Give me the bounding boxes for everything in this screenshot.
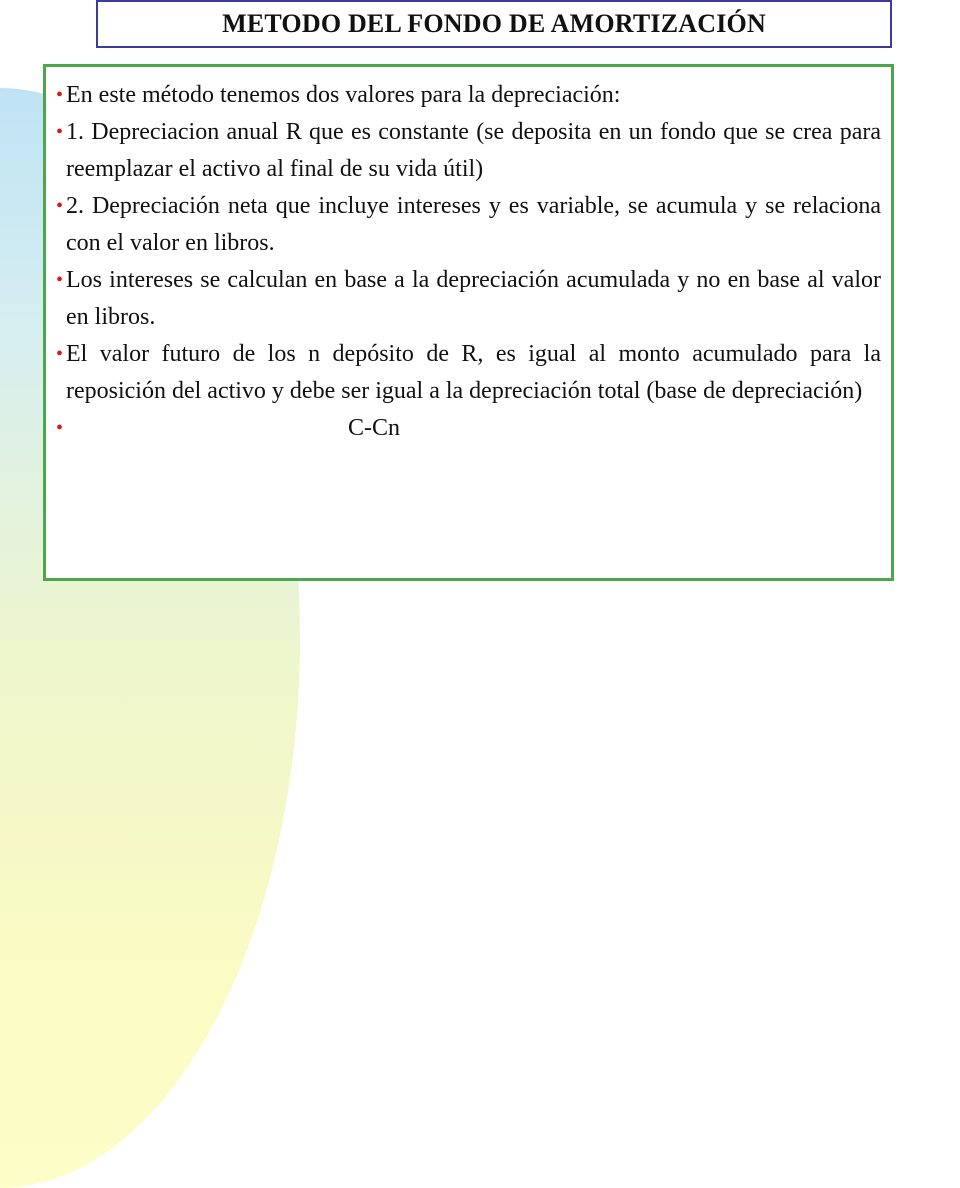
bullet-icon: • (56, 195, 64, 217)
bullet-list (56, 77, 881, 447)
bullet-icon: • (56, 84, 64, 106)
list-item (56, 262, 881, 336)
list-item-text: En este método tenemos dos valores para la depreciación: (66, 82, 621, 108)
title-box (96, 0, 892, 48)
list-item-text: Los intereses se calculan en base a la depreciación acumulada y no en base al valor en libros. (66, 267, 881, 330)
bullet-icon: • (56, 417, 64, 439)
content-box (43, 64, 894, 581)
list-item (56, 410, 881, 447)
list-item-text: El valor futuro de los n depósito de R, es igual al monto acumulado para la reposición del activo y debe ser igual a la depreciación total (base de depreciación) (66, 341, 881, 404)
list-item-text: 2. Depreciación neta que incluye intereses y es variable, se acumula y se relaciona con el valor en libros. (66, 193, 881, 256)
list-item (56, 336, 881, 410)
list-item (56, 188, 881, 262)
bullet-icon: • (56, 269, 64, 291)
list-item (56, 77, 881, 114)
bullet-icon: • (56, 121, 64, 143)
list-item-text: 1. Depreciacion anual R que es constante (se deposita en un fondo que se crea para reemplazar el activo al final de su vida útil) (66, 119, 881, 182)
bullet-icon: • (56, 343, 64, 365)
list-item (56, 114, 881, 188)
formula-text: C-Cn (348, 415, 401, 441)
slide-title: METODO DEL FONDO DE AMORTIZACIÓN (222, 9, 766, 38)
